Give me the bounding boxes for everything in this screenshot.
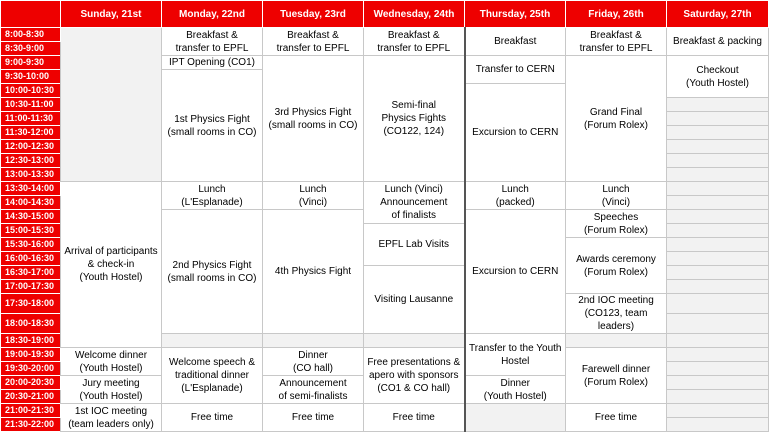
event-text: Semi-final (391, 100, 436, 111)
empty-cell (667, 314, 769, 334)
event-text: Breakfast & (590, 29, 642, 41)
time-slot-label: 9:00-9:30 (1, 56, 61, 70)
empty-cell (667, 390, 769, 404)
event-cell-tue-announce (263, 376, 364, 404)
event-cell-thu-breakfast (465, 28, 566, 56)
time-slot-label: 8:30-9:00 (1, 42, 61, 56)
event-text: Visiting Lausanne (374, 294, 454, 305)
empty-cell (667, 362, 769, 376)
event-text: traditional dinner (175, 370, 249, 381)
event-text: (Forum Rolex) (584, 224, 648, 236)
event-cell-fri-final (566, 56, 667, 182)
empty-cell (667, 154, 769, 168)
event-cell-sat-checkout (667, 56, 769, 98)
time-slot-label: 19:00-19:30 (1, 348, 61, 362)
day-header: Wednesday, 24th (364, 1, 465, 28)
time-slot-label: 11:30-12:00 (1, 126, 61, 140)
event-text: IPT Opening (CO1) (169, 57, 255, 68)
time-slot-label: 18:30-19:00 (1, 334, 61, 348)
event-cell-wed-lab (364, 224, 465, 266)
event-text: (packed) (495, 196, 535, 208)
empty-cell (667, 280, 769, 294)
empty-cell (667, 126, 769, 140)
event-cell-wed-lausanne (364, 266, 465, 334)
empty-cell (667, 168, 769, 182)
day-header: Friday, 26th (566, 1, 667, 28)
event-text: Welcome dinner (74, 349, 148, 361)
event-text: Excursion to CERN (472, 266, 559, 277)
event-text: Lunch (Vinci) (384, 184, 443, 195)
time-slot-label: 16:00-16:30 (1, 252, 61, 266)
event-text: Breakfast & (287, 29, 339, 41)
empty-cell (667, 348, 769, 362)
event-text: Lunch (602, 183, 630, 195)
event-text: of finalists (391, 210, 436, 221)
time-slot-label: 9:30-10:00 (1, 70, 61, 84)
event-text: (Youth Hostel) (686, 77, 749, 89)
time-slot-label: 21:00-21:30 (1, 404, 61, 418)
event-text: & check-in (87, 259, 135, 270)
time-slot-label: 10:30-11:00 (1, 98, 61, 112)
empty-cell (667, 182, 769, 196)
event-text: 3rd Physics Fight (274, 106, 352, 118)
event-cell-wed-free (364, 404, 465, 432)
event-cell-wed-pres (364, 348, 465, 404)
event-text: Free time (392, 412, 435, 423)
event-text: Breakfast & (387, 29, 440, 41)
event-cell-wed-lunch (364, 182, 465, 224)
event-text: Hostel (501, 355, 530, 367)
event-cell-mon-lunch (162, 182, 263, 210)
time-slot-label: 13:00-13:30 (1, 168, 61, 182)
time-slot-label: 12:00-12:30 (1, 140, 61, 154)
event-text: (Forum Rolex) (584, 376, 648, 388)
empty-cell (667, 196, 769, 210)
event-cell-fri-farewell (566, 348, 667, 404)
event-text: (small rooms in CO) (167, 126, 257, 138)
event-text: Free presentations & (367, 357, 461, 368)
time-slot-label: 8:00-8:30 (1, 28, 61, 42)
day-header: Saturday, 27th (667, 1, 769, 28)
event-cell-tue-free (263, 404, 364, 432)
event-cell-fri-ioc (566, 294, 667, 334)
time-slot-label: 16:30-17:00 (1, 266, 61, 280)
empty-cell (566, 334, 667, 348)
event-text: (Youth Hostel) (79, 362, 143, 374)
day-header: Thursday, 25th (465, 1, 566, 28)
event-text: Dinner (500, 377, 530, 389)
event-text: Announcement (380, 197, 448, 208)
empty-cell (364, 334, 465, 348)
event-cell-thu-transfer (465, 56, 566, 84)
event-cell-thu-transfer-back (465, 334, 566, 376)
time-slot-label: 19:30-20:00 (1, 362, 61, 376)
event-cell-tue-pf4 (263, 210, 364, 334)
event-cell-tue-dinner (263, 348, 364, 376)
event-text: (Vinci) (601, 196, 631, 208)
event-text: Breakfast (494, 36, 537, 47)
event-text: (CO123, team leaders) (584, 308, 648, 332)
empty-cell (667, 404, 769, 418)
event-text: (Forum Rolex) (584, 266, 648, 278)
event-cell-sun-ioc (61, 404, 162, 432)
event-text: (CO hall) (292, 362, 333, 374)
empty-cell (667, 418, 769, 432)
event-text: Speeches (593, 211, 639, 223)
event-cell-fri-lunch (566, 182, 667, 210)
event-text: transfer to EPFL (276, 42, 350, 54)
event-text: Farewell dinner (581, 363, 651, 375)
time-slot-label: 17:00-17:30 (1, 280, 61, 294)
event-cell-thu-lunch (465, 182, 566, 210)
empty-cell (667, 266, 769, 280)
empty-cell (465, 404, 566, 432)
event-text: of semi-finalists (278, 390, 348, 402)
event-text: Awards ceremony (576, 253, 656, 265)
empty-cell (667, 252, 769, 266)
event-cell-tue-lunch (263, 182, 364, 210)
event-text: Breakfast & (186, 29, 238, 41)
event-text: (CO122, 124) (383, 126, 445, 137)
empty-cell (667, 140, 769, 154)
event-text: Grand Final (589, 106, 643, 118)
event-text: Free time (291, 412, 335, 423)
time-slot-label: 20:30-21:00 (1, 390, 61, 404)
time-slot-label: 21:30-22:00 (1, 418, 61, 432)
event-text: 4th Physics Fight (274, 266, 352, 277)
event-text: Checkout (696, 64, 739, 76)
event-text: 2nd IOC meeting (578, 295, 654, 306)
event-text: Transfer to CERN (475, 64, 555, 75)
day-header: Monday, 22nd (162, 1, 263, 28)
event-text: (CO1 & CO hall) (377, 383, 451, 394)
event-text: Jury meeting (82, 377, 140, 389)
event-cell-fri-breakfast (566, 28, 667, 56)
event-text: (L'Esplanade) (181, 196, 243, 208)
time-slot-label: 12:30-13:00 (1, 154, 61, 168)
empty-cell (667, 98, 769, 112)
event-text: Free time (594, 412, 638, 423)
event-text: transfer to EPFL (377, 42, 451, 54)
event-text: apero with sponsors (369, 370, 459, 381)
event-text: (Vinci) (298, 196, 328, 208)
time-slot-label: 14:00-14:30 (1, 196, 61, 210)
event-cell-mon-breakfast (162, 28, 263, 56)
event-text: Excursion to CERN (472, 127, 559, 138)
time-slot-label: 15:30-16:00 (1, 238, 61, 252)
day-header: Tuesday, 23rd (263, 1, 364, 28)
corner-cell (1, 1, 61, 28)
time-slot-label: 18:00-18:30 (1, 314, 61, 334)
event-text: Transfer to the Youth (469, 342, 562, 354)
time-slot-label: 14:30-15:00 (1, 210, 61, 224)
event-cell-tue-pf3 (263, 56, 364, 182)
event-cell-fri-speeches (566, 210, 667, 238)
event-text: 2nd Physics Fight (172, 259, 252, 271)
event-cell-sun-jury (61, 376, 162, 404)
empty-cell (667, 238, 769, 252)
event-text: (Youth Hostel) (79, 390, 143, 402)
event-text: Breakfast & packing (673, 36, 762, 47)
event-text: Lunch (198, 183, 226, 195)
time-slot-label: 10:00-10:30 (1, 84, 61, 98)
empty-cell (667, 210, 769, 224)
time-slot-label: 11:00-11:30 (1, 112, 61, 126)
event-cell-mon-opening (162, 56, 263, 70)
event-cell-mon-free (162, 404, 263, 432)
event-cell-sun-arrival (61, 182, 162, 348)
event-cell-mon-dinner (162, 348, 263, 404)
event-text: Welcome speech & (169, 357, 255, 368)
event-text: (Forum Rolex) (584, 119, 648, 131)
time-slot-label: 17:30-18:00 (1, 294, 61, 314)
event-cell-thu-excursion2 (465, 210, 566, 334)
event-cell-tue-breakfast (263, 28, 364, 56)
event-text: (Youth Hostel) (79, 272, 143, 283)
time-slot-label: 20:00-20:30 (1, 376, 61, 390)
empty-cell (667, 334, 769, 348)
empty-cell (667, 294, 769, 314)
empty-cell (162, 334, 263, 348)
event-text: 1st Physics Fight (174, 113, 250, 125)
event-text: (small rooms in CO) (268, 119, 358, 131)
event-text: Dinner (298, 349, 328, 361)
empty-cell (667, 376, 769, 390)
event-text: (L'Esplanade) (181, 383, 243, 394)
event-text: Lunch (501, 183, 529, 195)
event-text: Announcement (279, 377, 347, 389)
event-cell-fri-awards (566, 238, 667, 294)
event-cell-wed-semi (364, 56, 465, 182)
event-cell-thu-excursion1 (465, 84, 566, 182)
time-slot-label: 13:30-14:00 (1, 182, 61, 196)
event-cell-mon-pf1 (162, 70, 263, 182)
day-header: Sunday, 21st (61, 1, 162, 28)
event-text: Physics Fights (381, 113, 446, 124)
event-text: (team leaders only) (68, 418, 154, 430)
empty-cell (667, 112, 769, 126)
event-text: transfer to EPFL (175, 42, 249, 54)
event-text: 1st IOC meeting (74, 405, 148, 417)
event-text: (small rooms in CO) (167, 272, 257, 284)
event-text: Free time (190, 412, 234, 423)
event-cell-wed-breakfast (364, 28, 465, 56)
event-text: (Youth Hostel) (483, 390, 547, 402)
empty-cell (61, 28, 162, 182)
event-cell-fri-free (566, 404, 667, 432)
event-cell-sat-breakfast (667, 28, 769, 56)
time-slot-label: 15:00-15:30 (1, 224, 61, 238)
event-cell-sun-dinner (61, 348, 162, 376)
event-text: Arrival of participants (64, 246, 158, 257)
event-cell-mon-pf2 (162, 210, 263, 334)
empty-cell (667, 224, 769, 238)
event-text: Lunch (299, 183, 327, 195)
event-text: EPFL Lab Visits (378, 239, 450, 250)
event-text: transfer to EPFL (579, 42, 653, 54)
event-cell-thu-dinner (465, 376, 566, 404)
empty-cell (263, 334, 364, 348)
